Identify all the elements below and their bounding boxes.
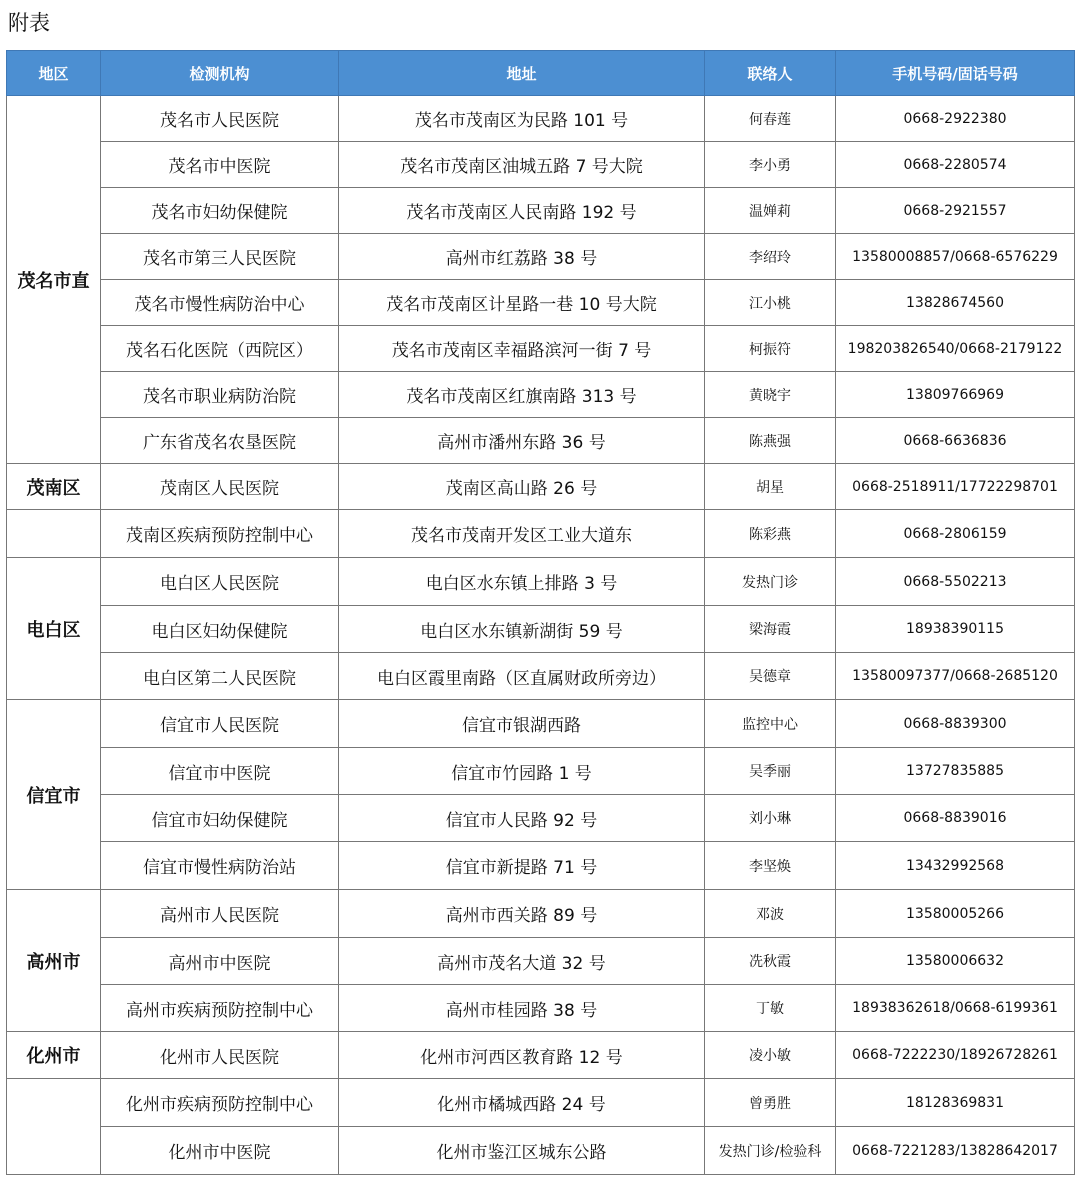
phone-cell: 18128369831 — [836, 1079, 1075, 1127]
testing-institutions-table — [6, 50, 1075, 1175]
address-cell: 茂名市茂南区油城五路 7 号大院 — [339, 142, 705, 188]
address-cell: 电白区水东镇上排路 3 号 — [339, 558, 705, 606]
institution-cell: 电白区妇幼保健院 — [101, 606, 339, 653]
phone-cell: 0668-2921557 — [836, 188, 1075, 234]
table-row — [7, 1079, 1075, 1127]
address-cell: 茂名市茂南区幸福路滨河一街 7 号 — [339, 326, 705, 372]
address-cell: 高州市潘州东路 36 号 — [339, 418, 705, 464]
phone-cell: 0668-5502213 — [836, 558, 1075, 606]
phone-cell: 0668-7222230/18926728261 — [836, 1032, 1075, 1079]
table-row — [7, 890, 1075, 938]
contact-cell: 何春莲 — [705, 96, 836, 142]
table-row — [7, 1032, 1075, 1079]
contact-cell: 发热门诊/检验科 — [705, 1127, 836, 1175]
table-row — [7, 464, 1075, 510]
contact-cell: 冼秋霞 — [705, 938, 836, 985]
phone-cell: 18938390115 — [836, 606, 1075, 653]
phone-cell: 0668-2922380 — [836, 96, 1075, 142]
header-contact: 联络人 — [705, 51, 836, 96]
table-row — [7, 372, 1075, 418]
region-cell: 茂名市直 — [7, 96, 101, 464]
address-cell: 茂名市茂南区人民南路 192 号 — [339, 188, 705, 234]
address-cell: 茂名市茂南区为民路 101 号 — [339, 96, 705, 142]
institution-cell: 高州市疾病预防控制中心 — [101, 985, 339, 1032]
table-row — [7, 234, 1075, 280]
institution-cell: 茂名石化医院（西院区） — [101, 326, 339, 372]
table-row — [7, 142, 1075, 188]
phone-cell: 0668-2518911/17722298701 — [836, 464, 1075, 510]
phone-cell: 19820382654​0/0668-2179122 — [836, 326, 1075, 372]
institution-cell: 信宜市慢性病防治站 — [101, 842, 339, 890]
institution-cell: 茂名市职业病防治院 — [101, 372, 339, 418]
institution-cell: 茂名市第三人民医院 — [101, 234, 339, 280]
institution-cell: 茂南区疾病预防控制中心 — [101, 510, 339, 558]
address-cell: 信宜市银湖西路 — [339, 700, 705, 748]
contact-cell: 吴季丽 — [705, 748, 836, 795]
phone-cell: 13580097377/0668-2685120 — [836, 653, 1075, 700]
table-row — [7, 795, 1075, 842]
institution-cell: 茂名市慢性病防治中心 — [101, 280, 339, 326]
contact-cell: 凌小敏 — [705, 1032, 836, 1079]
address-cell: 电白区霞里南路（区直属财政所旁边） — [339, 653, 705, 700]
table-row — [7, 700, 1075, 748]
contact-cell: 江小桃 — [705, 280, 836, 326]
phone-cell: 13828674560 — [836, 280, 1075, 326]
region-cell: 茂南区 — [7, 464, 101, 510]
table-header-row — [7, 51, 1075, 96]
address-cell: 化州市橘城西路 24 号 — [339, 1079, 705, 1127]
table-row — [7, 326, 1075, 372]
contact-cell: 李小勇 — [705, 142, 836, 188]
contact-cell: 吴德章 — [705, 653, 836, 700]
institution-cell: 茂南区人民医院 — [101, 464, 339, 510]
phone-cell: 13432992568 — [836, 842, 1075, 890]
phone-cell: 0668-2806159 — [836, 510, 1075, 558]
phone-cell: 13809766969 — [836, 372, 1075, 418]
address-cell: 化州市河西区教育路 12 号 — [339, 1032, 705, 1079]
table-row — [7, 188, 1075, 234]
contact-cell: 梁海霞 — [705, 606, 836, 653]
institution-cell: 化州市人民医院 — [101, 1032, 339, 1079]
table-row — [7, 1127, 1075, 1175]
page-title: 附表 — [8, 11, 50, 35]
region-cell: 信宜市 — [7, 700, 101, 890]
header-phone: 手机号码/固话号码 — [836, 51, 1075, 96]
address-cell: 高州市茂名大道 32 号 — [339, 938, 705, 985]
phone-cell: 0668-8839016 — [836, 795, 1075, 842]
institution-cell: 茂名市人民医院 — [101, 96, 339, 142]
phone-cell: 18938362618/0668-6199361 — [836, 985, 1075, 1032]
institution-cell: 化州市疾病预防控制中心 — [101, 1079, 339, 1127]
table-row — [7, 280, 1075, 326]
institution-cell: 茂名市妇幼保健院 — [101, 188, 339, 234]
address-cell: 茂南区高山路 26 号 — [339, 464, 705, 510]
phone-cell: 13580006632 — [836, 938, 1075, 985]
address-cell: 茂名市茂南开发区工业大道东 — [339, 510, 705, 558]
address-cell: 信宜市新提路 71 号 — [339, 842, 705, 890]
contact-cell: 柯振符 — [705, 326, 836, 372]
address-cell: 电白区水东镇新湖街 59 号 — [339, 606, 705, 653]
address-cell: 高州市西关路 89 号 — [339, 890, 705, 938]
institution-cell: 化州市中医院 — [101, 1127, 339, 1175]
address-cell: 化州市鉴江区城东公路 — [339, 1127, 705, 1175]
phone-cell: 13580008857/0668-6576229 — [836, 234, 1075, 280]
table-row — [7, 96, 1075, 142]
address-cell: 高州市红荔路 38 号 — [339, 234, 705, 280]
table-row — [7, 842, 1075, 890]
phone-cell: 13580005266 — [836, 890, 1075, 938]
contact-cell: 曾勇胜 — [705, 1079, 836, 1127]
region-cell: 化州市 — [7, 1032, 101, 1079]
contact-cell: 李绍玲 — [705, 234, 836, 280]
contact-cell: 温婵莉 — [705, 188, 836, 234]
table-row — [7, 558, 1075, 606]
contact-cell: 丁敏 — [705, 985, 836, 1032]
contact-cell: 陈彩燕 — [705, 510, 836, 558]
contact-cell: 邓波 — [705, 890, 836, 938]
address-cell: 信宜市人民路 92 号 — [339, 795, 705, 842]
address-cell: 茂名市茂南区红旗南路 313 号 — [339, 372, 705, 418]
institution-cell: 信宜市妇幼保健院 — [101, 795, 339, 842]
phone-cell: 0668-7221283/13828642017 — [836, 1127, 1075, 1175]
address-cell: 信宜市竹园路 1 号 — [339, 748, 705, 795]
phone-cell: 13727835885 — [836, 748, 1075, 795]
institution-cell: 高州市人民医院 — [101, 890, 339, 938]
address-cell: 高州市桂园路 38 号 — [339, 985, 705, 1032]
address-cell: 茂名市茂南区计星路一巷 10 号大院 — [339, 280, 705, 326]
institution-cell: 广东省茂名农垦医院 — [101, 418, 339, 464]
header-address: 地址 — [339, 51, 705, 96]
table-row — [7, 606, 1075, 653]
contact-cell: 刘小琳 — [705, 795, 836, 842]
header-institution: 检测机构 — [101, 51, 339, 96]
region-cell: 电白区 — [7, 558, 101, 700]
contact-cell: 李坚焕 — [705, 842, 836, 890]
institution-cell: 电白区人民医院 — [101, 558, 339, 606]
region-cell — [7, 1079, 101, 1175]
phone-cell: 0668-6636836 — [836, 418, 1075, 464]
institution-cell: 高州市中医院 — [101, 938, 339, 985]
institution-cell: 信宜市人民医院 — [101, 700, 339, 748]
region-cell — [7, 510, 101, 558]
institution-cell: 茂名市中医院 — [101, 142, 339, 188]
contact-cell: 监控中心 — [705, 700, 836, 748]
table-row — [7, 985, 1075, 1032]
table-row — [7, 510, 1075, 558]
contact-cell: 陈燕强 — [705, 418, 836, 464]
contact-cell: 胡星 — [705, 464, 836, 510]
table-row — [7, 418, 1075, 464]
contact-cell: 发热门诊 — [705, 558, 836, 606]
region-cell: 高州市 — [7, 890, 101, 1032]
institution-cell: 信宜市中医院 — [101, 748, 339, 795]
table-row — [7, 653, 1075, 700]
table-row — [7, 938, 1075, 985]
table-body — [7, 96, 1075, 1175]
phone-cell: 0668-8839300 — [836, 700, 1075, 748]
phone-cell: 0668-2280574 — [836, 142, 1075, 188]
header-region: 地区 — [7, 51, 101, 96]
contact-cell: 黄晓宇 — [705, 372, 836, 418]
institution-cell: 电白区第二人民医院 — [101, 653, 339, 700]
table-row — [7, 748, 1075, 795]
